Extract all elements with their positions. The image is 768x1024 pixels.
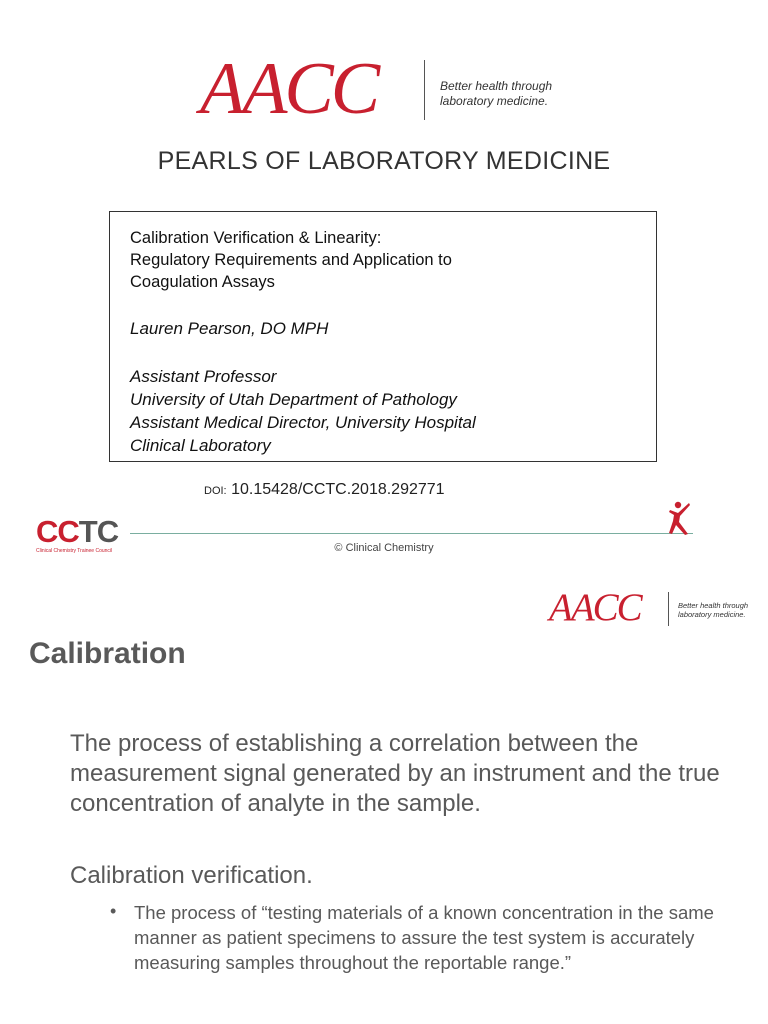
tagline-line-1: Better health through (440, 79, 553, 93)
cctc-subtitle: Clinical Chemistry Trainee Council (36, 548, 113, 554)
copyright: © Clinical Chemistry (334, 542, 434, 554)
series-title: PEARLS OF LABORATORY MEDICINE (157, 147, 611, 175)
slide-heading: Calibration (29, 637, 186, 670)
cctc-logo-dark: TC (78, 514, 119, 549)
footer-rule (130, 533, 693, 534)
logo-divider-small (668, 592, 669, 626)
affiliation-line-2: University of Utah Department of Pathology (130, 390, 457, 409)
aacc-tagline (440, 79, 552, 109)
affiliation-line-3: Assistant Medical Director, University Hospital (130, 413, 476, 432)
author-name: Lauren Pearson, DO MPH (130, 319, 329, 338)
aacc-logo (200, 48, 378, 130)
author-affiliations (130, 365, 476, 457)
talk-title-line-2: Regulatory Requirements and Application to (130, 251, 452, 269)
cctc-logo-red: CC (36, 514, 79, 549)
aacc-logo-text: AACC (200, 48, 378, 130)
aacc-tagline-small (678, 601, 748, 619)
tagline-line-2: laboratory medicine. (440, 94, 549, 108)
doi-prefix: DOI: (204, 485, 227, 497)
talk-title-line-3: Coagulation Assays (130, 273, 275, 291)
calibration-definition: The process of establishing a correlation between the measurement signal generated by an instrument and the true concentration of analyte in the sample. (70, 730, 720, 817)
aacc-logo-small-text: AACC (549, 586, 641, 629)
tagline-small-line-1: Better health through (678, 601, 749, 610)
runner-figure-icon (664, 500, 696, 541)
talk-info-box (109, 211, 657, 462)
doi-value[interactable]: 10.15428/CCTC.2018.292771 (231, 481, 445, 498)
aacc-logo-small (549, 588, 641, 627)
logo-divider (424, 60, 425, 120)
talk-title (130, 227, 630, 293)
bullet-icon: • (110, 901, 117, 921)
affiliation-line-1: Assistant Professor (130, 367, 277, 386)
calibration-verification-heading: Calibration verification. (70, 862, 313, 889)
talk-title-line-1: Calibration Verification & Linearity: (130, 229, 382, 247)
affiliation-line-4: Clinical Laboratory (130, 436, 271, 455)
doi (204, 481, 445, 499)
bullet-text: The process of “testing materials of a known concentration in the same manner as patient specimens to assure the test system is accurately measuring samples throughout the reportable range.” (134, 902, 714, 973)
tagline-small-line-2: laboratory medicine. (678, 610, 746, 619)
